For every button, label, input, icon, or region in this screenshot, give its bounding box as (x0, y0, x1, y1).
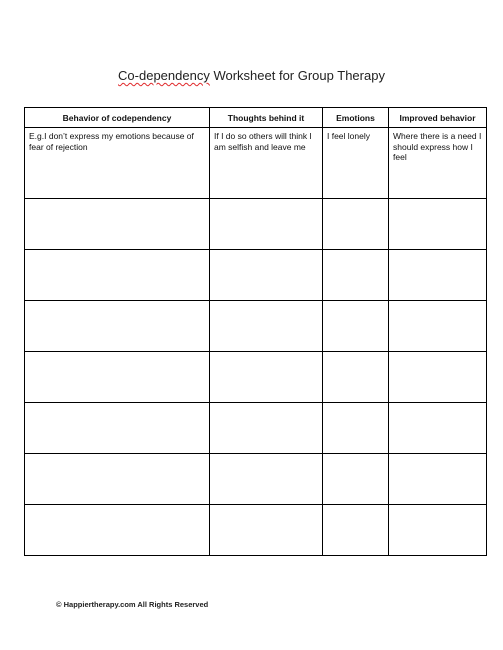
worksheet-table (24, 107, 487, 556)
blank-cell[interactable] (323, 403, 389, 454)
title-rest: Worksheet for Group Therapy (209, 68, 385, 83)
example-improved-text: Where there is a need I should express how I feel (393, 131, 482, 162)
example-thoughts-cell[interactable] (210, 128, 323, 199)
table-row (25, 454, 487, 505)
blank-cell[interactable] (25, 505, 210, 556)
table-row (25, 199, 487, 250)
blank-cell[interactable] (210, 301, 323, 352)
table-row (25, 403, 487, 454)
blank-cell[interactable] (25, 454, 210, 505)
example-row (25, 128, 487, 199)
table-row (25, 301, 487, 352)
table-row (25, 505, 487, 556)
blank-cell[interactable] (389, 403, 487, 454)
example-emotions-text: I feel lonely (327, 131, 370, 141)
blank-cell[interactable] (210, 403, 323, 454)
blank-cell[interactable] (25, 250, 210, 301)
header-behavior: Behavior of codependency (25, 108, 210, 128)
blank-cell[interactable] (25, 301, 210, 352)
blank-cell[interactable] (25, 403, 210, 454)
header-emotions: Emotions (323, 108, 389, 128)
blank-cell[interactable] (210, 505, 323, 556)
title-underlined-word: Co-dependency (118, 68, 210, 83)
blank-cell[interactable] (389, 250, 487, 301)
table-row (25, 250, 487, 301)
blank-cell[interactable] (389, 505, 487, 556)
blank-cell[interactable] (25, 199, 210, 250)
header-improved-behavior: Improved behavior (389, 108, 487, 128)
example-behavior-cell[interactable] (25, 128, 210, 199)
blank-cell[interactable] (210, 454, 323, 505)
header-row (25, 108, 487, 128)
blank-cell[interactable] (210, 250, 323, 301)
table-row (25, 352, 487, 403)
blank-cell[interactable] (323, 250, 389, 301)
worksheet-title (0, 68, 503, 83)
blank-cell[interactable] (323, 199, 389, 250)
example-improved-cell[interactable] (389, 128, 487, 199)
blank-cell[interactable] (323, 505, 389, 556)
blank-cell[interactable] (210, 352, 323, 403)
example-thoughts-text: If I do so others will think I am selfish and leave me (214, 131, 312, 152)
blank-cell[interactable] (389, 301, 487, 352)
example-behavior-text: E.g.I don’t express my emotions because of fear of rejection (29, 131, 194, 152)
blank-cell[interactable] (25, 352, 210, 403)
example-emotions-cell[interactable] (323, 128, 389, 199)
blank-cell[interactable] (323, 454, 389, 505)
copyright-footer: © Happiertherapy.com All Rights Reserved (56, 600, 209, 609)
header-thoughts: Thoughts behind it (210, 108, 323, 128)
blank-cell[interactable] (389, 352, 487, 403)
blank-cell[interactable] (389, 199, 487, 250)
blank-cell[interactable] (210, 199, 323, 250)
blank-cell[interactable] (323, 352, 389, 403)
blank-cell[interactable] (389, 454, 487, 505)
blank-cell[interactable] (323, 301, 389, 352)
